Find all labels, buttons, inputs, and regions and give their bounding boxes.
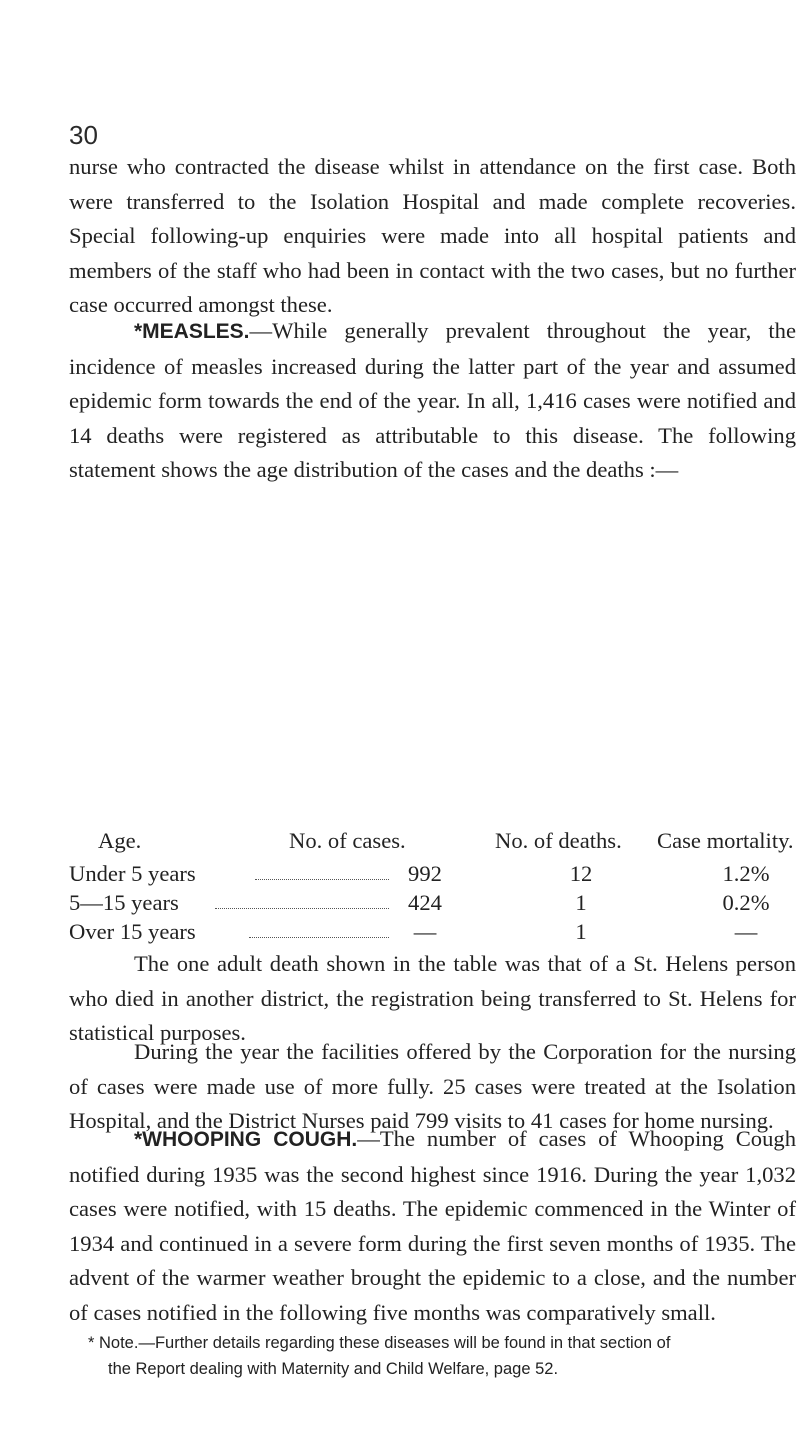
row-cases: 992 [408,861,442,886]
footnote [88,1330,793,1382]
paragraph-adult-death: The one adult death shown in the table was that of a St. Helens person who died in another district, the registration being transferred to St. Helens for statistical purposes. [69,951,796,1045]
header-deaths: No. of deaths. [495,828,622,853]
row-deaths: 1 [575,919,587,944]
row-mortality: — [734,919,758,944]
leader-dots [249,937,389,938]
row-deaths: 12 [569,861,593,886]
row-mortality: 0.2% [722,890,770,915]
footnote-line-1: * Note.—Further details regarding these diseases will be found in that section of [88,1334,671,1352]
whooping-cough-heading: *WHOOPING COUGH. [134,1128,358,1151]
measles-age-table [69,828,796,948]
footnote-line-2: the Report dealing with Maternity and Child Welfare, page 52. [108,1360,559,1378]
leader-dots [255,879,389,880]
row-cases: — [413,919,437,944]
row-deaths: 1 [575,890,587,915]
header-mortality: Case mortality. [657,828,794,853]
paragraph-facilities: During the year the facilities offered by the Corporation for the nursing of cases were made use of more fully. 25 cases were treated at the Isolation Hospital, and the District Nurses paid 799 visits to 41 cases for home nursing. [69,1039,796,1133]
table-row [69,890,796,919]
header-cases: No. of cases. [289,828,406,853]
leader-dots [215,908,389,909]
paragraph-whooping-cough [69,1122,796,1330]
table-row [69,861,796,890]
whooping-cough-text: —The number of cases of Whooping Cough notified during 1935 was the second highest since 1916. During the year 1,032 cases were notified, with 15 deaths. The epidemic commenced in the Winter of 1934 and continued in a severe form during the first seven months of 1935. The advent of the warmer weather brought the epidemic to a close, and the number of cases notified in the following five months was comparatively small. [69,1126,796,1325]
measles-heading: *MEASLES. [134,320,250,343]
table-header-row [69,828,796,861]
measles-text: —While generally prevalent throughout the year, the incidence of measles increased during the latter part of the year and assumed epidemic form towards the end of the year. In all, 1,416 cases were notified and 14 deaths were registered as attributable to this disease. The following statement shows the age distribution of the cases and the deaths :— [69,318,796,482]
header-age: Age. [98,828,142,853]
paragraph-isolation-nurse: nurse who contracted the disease whilst in attendance on the first case. Both were transferred to the Isolation Hospital and made complete recoveries. Special following-up enquiries were made into all hospital patients and members of the staff who had been in contact with the two cases, but no further case occurred amongst these. [69,154,796,317]
row-age-label: Over 15 years [69,919,196,944]
row-cases: 424 [408,890,442,915]
page-number: 30 [69,120,98,150]
row-age-label: 5—15 years [69,890,179,915]
paragraph-measles [69,314,796,488]
row-mortality: 1.2% [722,861,770,886]
table-row [69,919,796,948]
row-age-label: Under 5 years [69,861,196,886]
